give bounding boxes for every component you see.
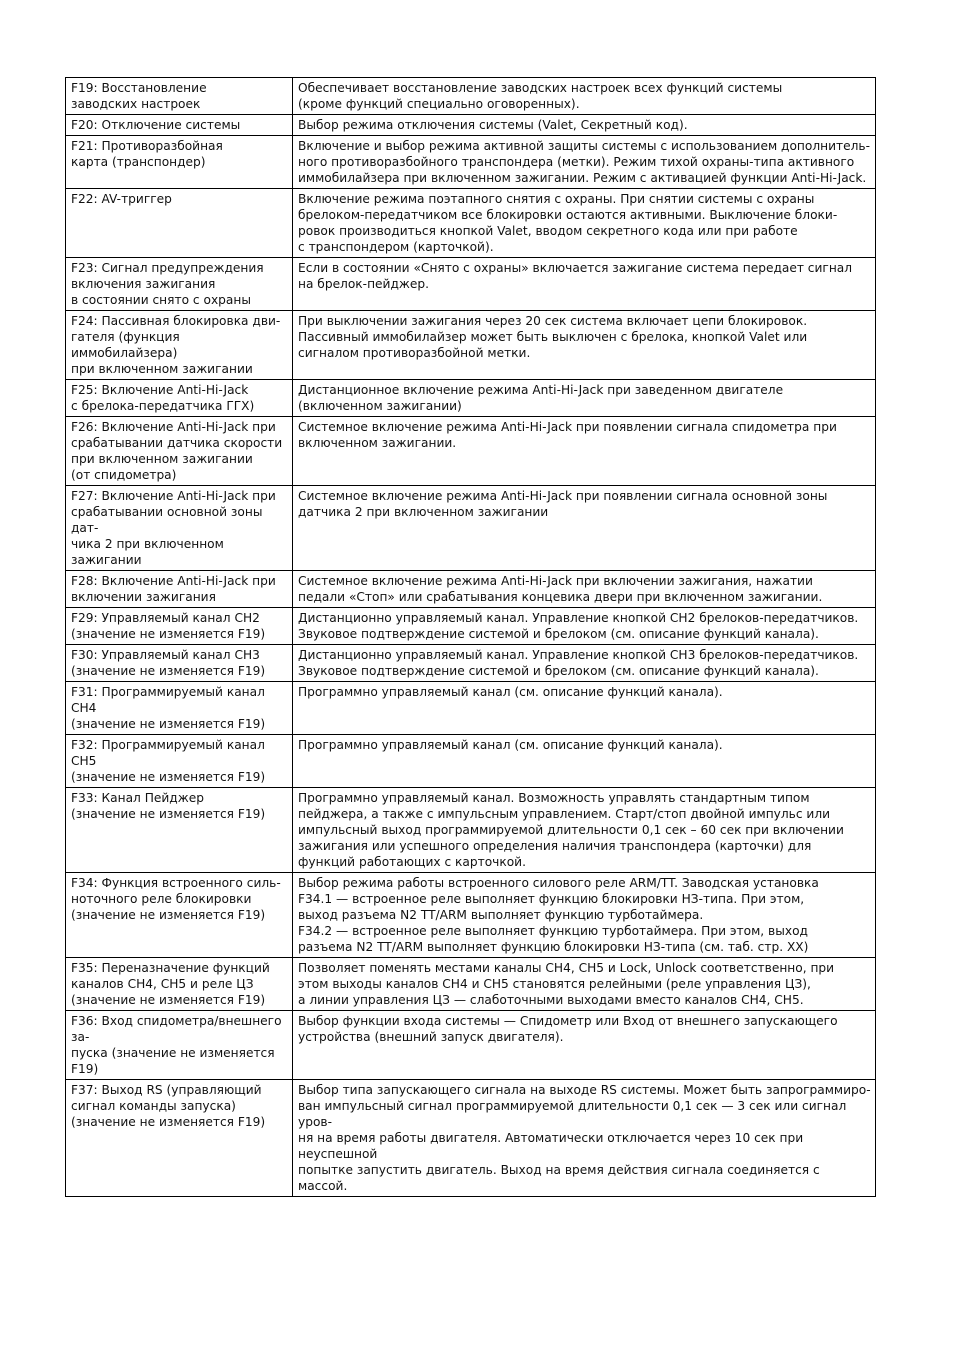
table-row	[66, 608, 876, 645]
table-row	[66, 78, 876, 115]
table-row	[66, 311, 876, 380]
function-description-cell: Программно управляемый канал. Возможность управлять стандартным типом пейджера, а также с импульсным управлением. Старт/стоп двойной импульс или импульсный выход программируемой длительности 0,1 сек – 60 сек при включении зажигания или успешного определения наличия транспондера (карточки) для функций работающих с карточкой.	[293, 788, 876, 873]
function-name-cell: F21: Противоразбойная карта (транспондер)	[66, 136, 293, 189]
function-description-cell: Выбор функции входа системы — Спидометр или Вход от внешнего запускающего устройства (внешний запуск двигателя).	[293, 1011, 876, 1080]
function-description-cell: Системное включение режима Anti-Hi-Jack при появлении сигнала основной зоны датчика 2 при включенном зажигании	[293, 486, 876, 571]
function-description-cell: Если в состоянии «Снято с охраны» включается зажигание система передает сигнал на брелок-пейджер.	[293, 258, 876, 311]
table-row	[66, 571, 876, 608]
function-description-cell: Дистанционное включение режима Anti-Hi-Jack при заведенном двигателе (включенном зажигании)	[293, 380, 876, 417]
table-row	[66, 189, 876, 258]
function-table	[65, 77, 876, 1197]
function-name-cell: F30: Управляемый канал CH3 (значение не изменяется F19)	[66, 645, 293, 682]
table-row	[66, 136, 876, 189]
function-name-cell: F24: Пассивная блокировка дви- гателя (функция иммобилайзера) при включенном зажигании	[66, 311, 293, 380]
function-description-cell: Включение и выбор режима активной защиты системы с использованием дополнитель- ного противоразбойного транспондера (метки). Режим тихой охраны-типа активного иммобилайзера при включенном зажигании. Режим с активацией функции Anti-Hi-Jack.	[293, 136, 876, 189]
function-description-cell: Программно управляемый канал (см. описание функций канала).	[293, 682, 876, 735]
function-description-cell: При выключении зажигания через 20 сек система включает цепи блокировок. Пассивный иммобилайзер может быть выключен с брелока, кнопкой Valet или сигналом противоразбойной метки.	[293, 311, 876, 380]
table-row	[66, 486, 876, 571]
table-row	[66, 417, 876, 486]
table-row	[66, 735, 876, 788]
table-row	[66, 258, 876, 311]
function-description-cell: Позволяет поменять местами каналы CH4, CH5 и Lock, Unlock соответственно, при этом выходы каналов CH4 и CH5 становятся релейными (реле управления ЦЗ), а линии управления ЦЗ — слаботочными выходами вместо каналов CH4, CH5.	[293, 958, 876, 1011]
function-name-cell: F31: Программируемый канал CH4 (значение не изменяется F19)	[66, 682, 293, 735]
function-name-cell: F34: Функция встроенного силь- ноточного реле блокировки (значение не изменяется F19)	[66, 873, 293, 958]
table-row	[66, 682, 876, 735]
function-name-cell: F20: Отключение системы	[66, 115, 293, 136]
table-row	[66, 380, 876, 417]
function-description-cell: Дистанционно управляемый канал. Управление кнопкой CH3 брелоков-передатчиков. Звуковое подтверждение системой и брелоком (см. описание функций канала).	[293, 645, 876, 682]
function-name-cell: F28: Включение Anti-Hi-Jack при включении зажигания	[66, 571, 293, 608]
function-description-cell: Включение режима поэтапного снятия с охраны. При снятии системы с охраны брелоком-передатчиком все блокировки остаются активными. Выключение блоки- ровок производиться кнопкой Valet, вводом секретного кода или при работе с транспондером (карточкой).	[293, 189, 876, 258]
function-name-cell: F22: AV-триггер	[66, 189, 293, 258]
function-name-cell: F37: Выход RS (управляющий сигнал команды запуска) (значение не изменяется F19)	[66, 1080, 293, 1197]
function-description-cell: Системное включение режима Anti-Hi-Jack при включении зажигания, нажатии педали «Стоп» или срабатывания концевика двери при включенном зажигании.	[293, 571, 876, 608]
function-name-cell: F33: Канал Пейджер (значение не изменяется F19)	[66, 788, 293, 873]
function-table-page	[65, 77, 875, 1197]
table-row	[66, 115, 876, 136]
function-description-cell: Обеспечивает восстановление заводских настроек всех функций системы (кроме функций специально оговоренных).	[293, 78, 876, 115]
function-description-cell: Системное включение режима Anti-Hi-Jack при появлении сигнала спидометра при включенном зажигании.	[293, 417, 876, 486]
function-name-cell: F27: Включение Anti-Hi-Jack при срабатывании основной зоны дат- чика 2 при включенном зажигании	[66, 486, 293, 571]
function-name-cell: F36: Вход спидометра/внешнего за- пуска (значение не изменяется F19)	[66, 1011, 293, 1080]
table-row	[66, 958, 876, 1011]
function-name-cell: F26: Включение Anti-Hi-Jack при срабатывании датчика скорости при включенном зажигании (от спидометра)	[66, 417, 293, 486]
function-name-cell: F25: Включение Anti-Hi-Jack с брелока-передатчика ГГХ)	[66, 380, 293, 417]
function-name-cell: F32: Программируемый канал CH5 (значение не изменяется F19)	[66, 735, 293, 788]
table-row	[66, 873, 876, 958]
function-description-cell: Выбор режима работы встроенного силового реле ARM/TT. Заводская установка F34.1 — встроенное реле выполняет функцию блокировки НЗ-типа. При этом, выход разъема N2 TT/ARM выполняет функцию турботаймера. F34.2 — встроенное реле выполняет функцию турботаймера. При этом, выход разъема N2 TT/ARM выполняет функцию блокировки НЗ-типа (см. таб. стр. XX)	[293, 873, 876, 958]
function-name-cell: F35: Переназначение функций каналов CH4, CH5 и реле ЦЗ (значение не изменяется F19)	[66, 958, 293, 1011]
function-description-cell: Дистанционно управляемый канал. Управление кнопкой CH2 брелоков-передатчиков. Звуковое подтверждение системой и брелоком (см. описание функций канала).	[293, 608, 876, 645]
table-row	[66, 645, 876, 682]
function-description-cell: Выбор типа запускающего сигнала на выходе RS системы. Может быть запрограммиро- ван импульсный сигнал программируемой длительности 0,1 сек — 3 сек или сигнал уров- ня на время работы двигателя. Автоматически отключается через 10 сек при неуспешной попытке запустить двигатель. Выход на время действия сигнала соединяется с массой.	[293, 1080, 876, 1197]
function-name-cell: F29: Управляемый канал CH2 (значение не изменяется F19)	[66, 608, 293, 645]
function-description-cell: Выбор режима отключения системы (Valet, Секретный код).	[293, 115, 876, 136]
table-row	[66, 788, 876, 873]
table-row	[66, 1011, 876, 1080]
function-name-cell: F19: Восстановление заводских настроек	[66, 78, 293, 115]
table-row	[66, 1080, 876, 1197]
function-description-cell: Программно управляемый канал (см. описание функций канала).	[293, 735, 876, 788]
function-name-cell: F23: Сигнал предупреждения включения зажигания в состоянии снято с охраны	[66, 258, 293, 311]
